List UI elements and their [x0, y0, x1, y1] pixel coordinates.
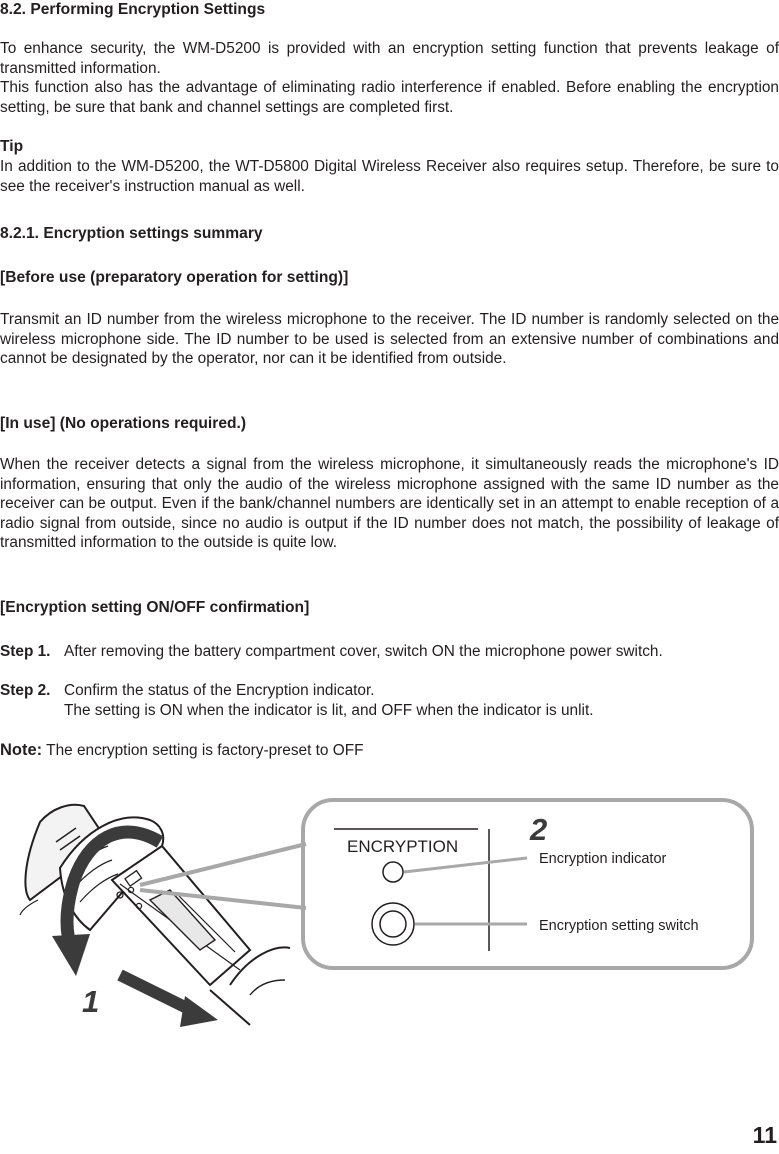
- step-2-marker: 2: [530, 812, 548, 847]
- page-number: 11: [752, 1122, 777, 1148]
- note-text: The encryption setting is factory-preset to OFF: [46, 742, 364, 759]
- section-title: 8.2. Performing Encryption Settings: [0, 1, 266, 18]
- before-use-text: Transmit an ID number from the wireless microphone to the receiver. The ID number is randomly selected on the wireless microphone side. The ID number to be used is selected from an extensive number of combinations and cannot be designated by the operator, nor can it be identified from outside.: [0, 311, 779, 368]
- magnified-panel: [303, 800, 752, 968]
- step-1-marker: 1: [82, 984, 100, 1019]
- intro-paragraph-1: To enhance security, the WM-D5200 is provided with an encryption setting function that prevents leakage of transmitted information.: [0, 40, 779, 77]
- encryption-switch-callout: Encryption setting switch: [539, 918, 699, 934]
- summary-title: 8.2.1. Encryption settings summary: [0, 225, 263, 242]
- encryption-indicator-led: [383, 862, 403, 882]
- note: [0, 741, 779, 761]
- step-1-text: After removing the battery compartment cover, switch ON the microphone power switch.: [64, 643, 663, 660]
- tip-text: In addition to the WM-D5200, the WT-D5800 Digital Wireless Receiver also requires setup. Therefore, be sure to see the receiver's instruction manual as well.: [0, 158, 779, 195]
- step-1-label: Step 1.: [0, 643, 51, 660]
- step-2-label: Step 2.: [0, 682, 51, 699]
- note-label: Note:: [0, 741, 43, 759]
- intro-paragraph-2: This function also has the advantage of eliminating radio interference if enabled. Before enabling the encryption setting, be sure that bank and channel settings are completed first.: [0, 79, 779, 116]
- step-2: [0, 681, 779, 701]
- step-2-subtext: The setting is ON when the indicator is lit, and OFF when the indicator is unlit.: [64, 702, 594, 719]
- encryption-switch-button: [380, 911, 406, 937]
- in-use-heading: [In use] (No operations required.): [0, 415, 247, 432]
- encryption-panel-label: ENCRYPTION: [347, 837, 459, 856]
- before-use-heading: [Before use (preparatory operation for setting)]: [0, 269, 349, 286]
- step-1: [0, 642, 779, 662]
- tip-label: Tip: [0, 138, 24, 155]
- encryption-indicator-callout: Encryption indicator: [539, 851, 667, 867]
- rotate-arrow-head: [52, 934, 90, 976]
- confirm-heading: [Encryption setting ON/OFF confirmation]: [0, 599, 310, 616]
- step-2-text: Confirm the status of the Encryption indicator.: [64, 682, 375, 699]
- in-use-text: When the receiver detects a signal from the wireless microphone, it simultaneously reads the microphone's ID information, ensuring that only the audio of the wireless microphone assigned with the same ID number as the receiver can be output. Even if the bank/channel numbers are identically set in an attempt to enable reception of a radio signal from outside, since no audio is output if the ID number does not match, the possibility of leakage of transmitted information to the outside is quite low.: [0, 456, 779, 552]
- slide-arrow-head: [180, 996, 218, 1027]
- encryption-illustration: [0, 790, 779, 1040]
